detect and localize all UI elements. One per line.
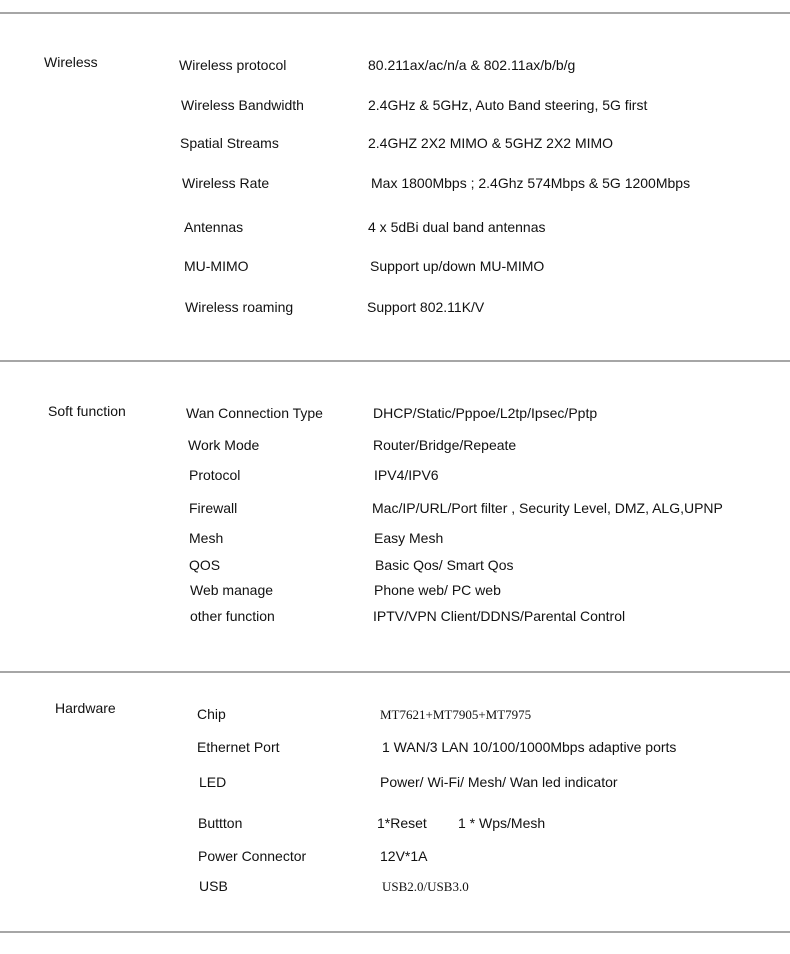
spec-value: Support up/down MU-MIMO <box>370 258 545 274</box>
spec-value-secondary: 1 * Wps/Mesh <box>458 815 546 831</box>
spec-label: Wireless Rate <box>182 175 270 191</box>
spec-value: IPTV/VPN Client/DDNS/Parental Control <box>373 608 626 624</box>
spec-label: USB <box>199 878 228 894</box>
spec-value: DHCP/Static/Pppoe/L2tp/Ipsec/Pptp <box>373 405 598 421</box>
spec-label: Wireless Bandwidth <box>181 97 304 113</box>
spec-label: Ethernet Port <box>197 739 280 755</box>
spec-value: Easy Mesh <box>374 530 444 546</box>
spec-value: 1 WAN/3 LAN 10/100/1000Mbps adaptive ports <box>382 739 677 755</box>
divider-bottom <box>0 931 790 933</box>
spec-label: Wan Connection Type <box>186 405 323 421</box>
spec-value: Basic Qos/ Smart Qos <box>375 557 514 573</box>
section-title-hardware: Hardware <box>55 700 116 716</box>
spec-value: IPV4/IPV6 <box>374 467 439 483</box>
spec-label: Work Mode <box>188 437 260 453</box>
spec-value: MT7621+MT7905+MT7975 <box>380 707 532 722</box>
spec-value: 12V*1A <box>380 848 428 864</box>
spec-value: 2.4GHZ 2X2 MIMO & 5GHZ 2X2 MIMO <box>368 135 614 151</box>
spec-label: Protocol <box>189 467 241 483</box>
spec-value: 2.4GHz & 5GHz, Auto Band steering, 5G first <box>368 97 648 113</box>
section-title-wireless: Wireless <box>44 54 98 70</box>
spec-label: Firewall <box>189 500 238 516</box>
spec-value: Support 802.11K/V <box>367 299 485 315</box>
spec-value: Router/Bridge/Repeate <box>373 437 517 453</box>
divider-top <box>0 12 790 14</box>
spec-value: USB2.0/USB3.0 <box>382 879 469 894</box>
spec-label: Web manage <box>190 582 274 598</box>
spec-value: Mac/IP/URL/Port filter , Security Level, DMZ, ALG,UPNP <box>372 500 723 516</box>
spec-label: Antennas <box>184 219 244 235</box>
spec-value: 1*Reset <box>377 815 427 831</box>
divider-1 <box>0 360 790 362</box>
section-title-soft-function: Soft function <box>48 403 126 419</box>
spec-value: Max 1800Mbps ; 2.4Ghz 574Mbps & 5G 1200Mbps <box>371 175 691 191</box>
spec-value: 4 x 5dBi dual band antennas <box>368 219 546 235</box>
spec-value: Phone web/ PC web <box>374 582 501 598</box>
spec-label: Wireless roaming <box>185 299 294 315</box>
spec-label: MU-MIMO <box>184 258 249 274</box>
spec-label: Buttton <box>198 815 243 831</box>
spec-label: Chip <box>197 706 226 722</box>
spec-value: 80.211ax/ac/n/a & 802.11ax/b/b/g <box>368 57 576 73</box>
spec-label: Wireless protocol <box>179 57 287 73</box>
spec-label: other function <box>190 608 275 624</box>
divider-2 <box>0 671 790 673</box>
spec-label: LED <box>199 774 227 790</box>
spec-label: Spatial Streams <box>180 135 279 151</box>
spec-label: QOS <box>189 557 221 573</box>
spec-label: Mesh <box>189 530 224 546</box>
spec-label: Power Connector <box>198 848 307 864</box>
spec-value: Power/ Wi-Fi/ Mesh/ Wan led indicator <box>380 774 618 790</box>
